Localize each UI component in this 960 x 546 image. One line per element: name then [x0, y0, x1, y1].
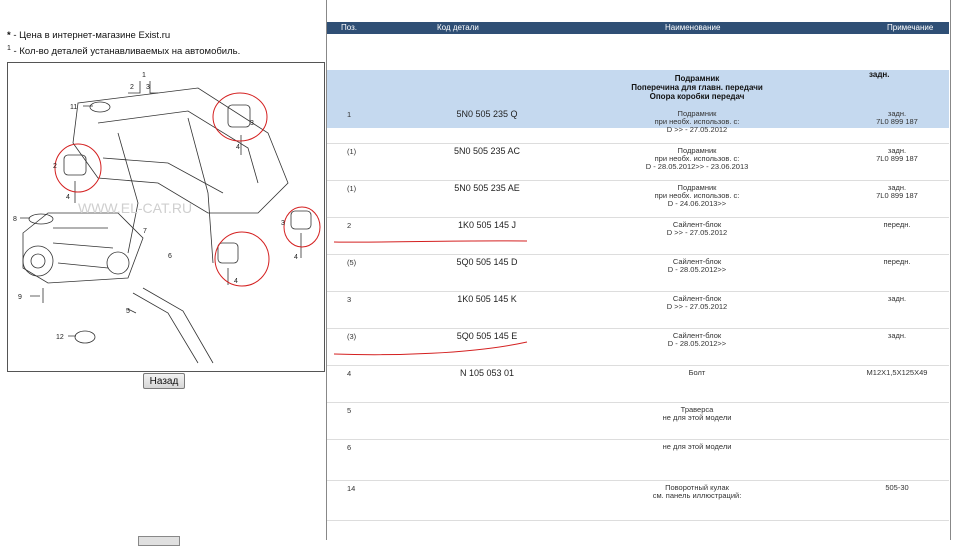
annotation-underline-2 — [332, 340, 532, 360]
group-name: Подрамник Поперечина для главн. передачи Опора коробки передач — [631, 74, 763, 101]
table-row[interactable] — [327, 439, 949, 481]
watermark: WWW.EL-CAT.RU — [78, 200, 193, 216]
cell-name: Сайлент-блок D >> - 27.05.2012 — [666, 294, 728, 311]
cell-note: передн. — [883, 220, 911, 229]
cell-pos: 14 — [347, 484, 356, 493]
parts-diagram[interactable] — [7, 62, 325, 372]
callout-4: 4 — [66, 194, 70, 201]
cell-name: Болт — [688, 368, 706, 377]
header-code: Код детали — [437, 23, 479, 32]
parts-table — [327, 22, 949, 540]
cell-pos: (3) — [347, 332, 357, 341]
cell-name: Сайлент-блок D >> - 27.05.2012 — [666, 220, 728, 237]
table-row[interactable] — [327, 180, 949, 218]
callout-6: 6 — [168, 253, 172, 260]
cell-name: Сайлент-блок D - 28.05.2012>> — [667, 257, 727, 274]
qty-note: $^1$ - Кол-во деталей устанавливаемых на автомобиль. — [7, 45, 241, 58]
cell-pos: 5 — [347, 406, 352, 415]
cell-note: передн. — [883, 257, 911, 266]
cell-pos: (5) — [347, 258, 357, 267]
callout-9: 9 — [18, 294, 22, 301]
cell-name: Сайлент-блок D - 28.05.2012>> — [667, 331, 727, 348]
callout-4d: 4 — [294, 254, 298, 261]
callout-4b: 4 — [236, 144, 240, 151]
cell-pos: 6 — [347, 443, 352, 452]
annotation-underline-1 — [332, 230, 532, 246]
callout-2: 2 — [130, 84, 134, 91]
divider-right — [950, 0, 951, 540]
header-note: Примечание — [887, 23, 934, 32]
callout-3: 3 — [146, 84, 150, 91]
table-row[interactable] — [327, 254, 949, 292]
group-note: задн. — [869, 70, 890, 79]
cell-note: M12X1,5X125X49 — [866, 368, 928, 377]
cell-code[interactable]: N 105 053 01 — [459, 368, 515, 378]
cell-note: задн. 7L0 899 187 — [876, 183, 918, 200]
cell-code[interactable]: 5N0 505 235 AC — [453, 146, 521, 156]
cell-note: 505-30 — [885, 483, 909, 492]
cell-name: Траверса не для этой модели — [662, 405, 732, 422]
cell-pos: 2 — [347, 221, 352, 230]
table-row[interactable] — [327, 291, 949, 329]
cell-pos: 1 — [347, 110, 352, 119]
callout-11: 11 — [70, 104, 78, 111]
cell-pos: 4 — [347, 369, 352, 378]
callout-5: 5 — [126, 308, 130, 315]
cell-code[interactable]: 5N0 505 235 Q — [456, 109, 518, 119]
callout-2b: 2 — [53, 163, 57, 170]
callout-8: 8 — [13, 216, 17, 223]
subframe-illustration — [8, 63, 324, 371]
cell-pos: 3 — [347, 295, 352, 304]
table-header — [327, 22, 949, 34]
cell-name: Подрамник при необх. использов. с: D - 24.06.2013>> — [654, 183, 740, 208]
back-button[interactable]: Назад — [143, 373, 185, 389]
callout-4c: 4 — [234, 278, 238, 285]
cell-note: задн. — [887, 294, 907, 303]
header-name: Наименование — [665, 23, 721, 32]
table-row[interactable] — [327, 143, 949, 181]
callout-12: 12 — [56, 334, 64, 341]
cell-name: Поворотный кулак см. панель иллюстраций: — [652, 483, 742, 500]
cell-pos: (1) — [347, 147, 357, 156]
cell-code[interactable]: 1K0 505 145 J — [457, 220, 517, 230]
table-row[interactable] — [327, 480, 949, 521]
price-note: * - Цена в интернет-магазине Exist.ru — [7, 30, 171, 41]
table-row[interactable] — [327, 402, 949, 440]
cell-note: задн. — [887, 331, 907, 340]
cell-name: Подрамник при необх. использов. с: D >> - 27.05.2012 — [654, 109, 740, 134]
callout-1: 1 — [142, 72, 146, 79]
callout-7: 7 — [143, 228, 147, 235]
cell-pos: (1) — [347, 184, 357, 193]
table-row[interactable] — [327, 106, 949, 144]
callout-3b: 3 — [250, 120, 254, 127]
cell-note: задн. 7L0 899 187 — [876, 146, 918, 163]
cell-name: Подрамник при необх. использов. с: D - 28.05.2012>> - 23.06.2013 — [645, 146, 749, 171]
cell-code[interactable]: 5Q0 505 145 D — [456, 257, 518, 267]
cell-note: задн. 7L0 899 187 — [876, 109, 918, 126]
left-panel — [0, 0, 326, 540]
header-pos: Поз. — [341, 23, 357, 32]
bottom-button-stub[interactable] — [138, 536, 180, 546]
cell-code[interactable]: 5Q0 505 145 E — [456, 331, 518, 341]
cell-code[interactable]: 5N0 505 235 AE — [454, 183, 520, 193]
cell-name: не для этой модели — [662, 442, 732, 451]
callout-3c: 3 — [281, 220, 285, 227]
cell-code[interactable]: 1K0 505 145 K — [457, 294, 517, 304]
table-row[interactable] — [327, 365, 949, 403]
